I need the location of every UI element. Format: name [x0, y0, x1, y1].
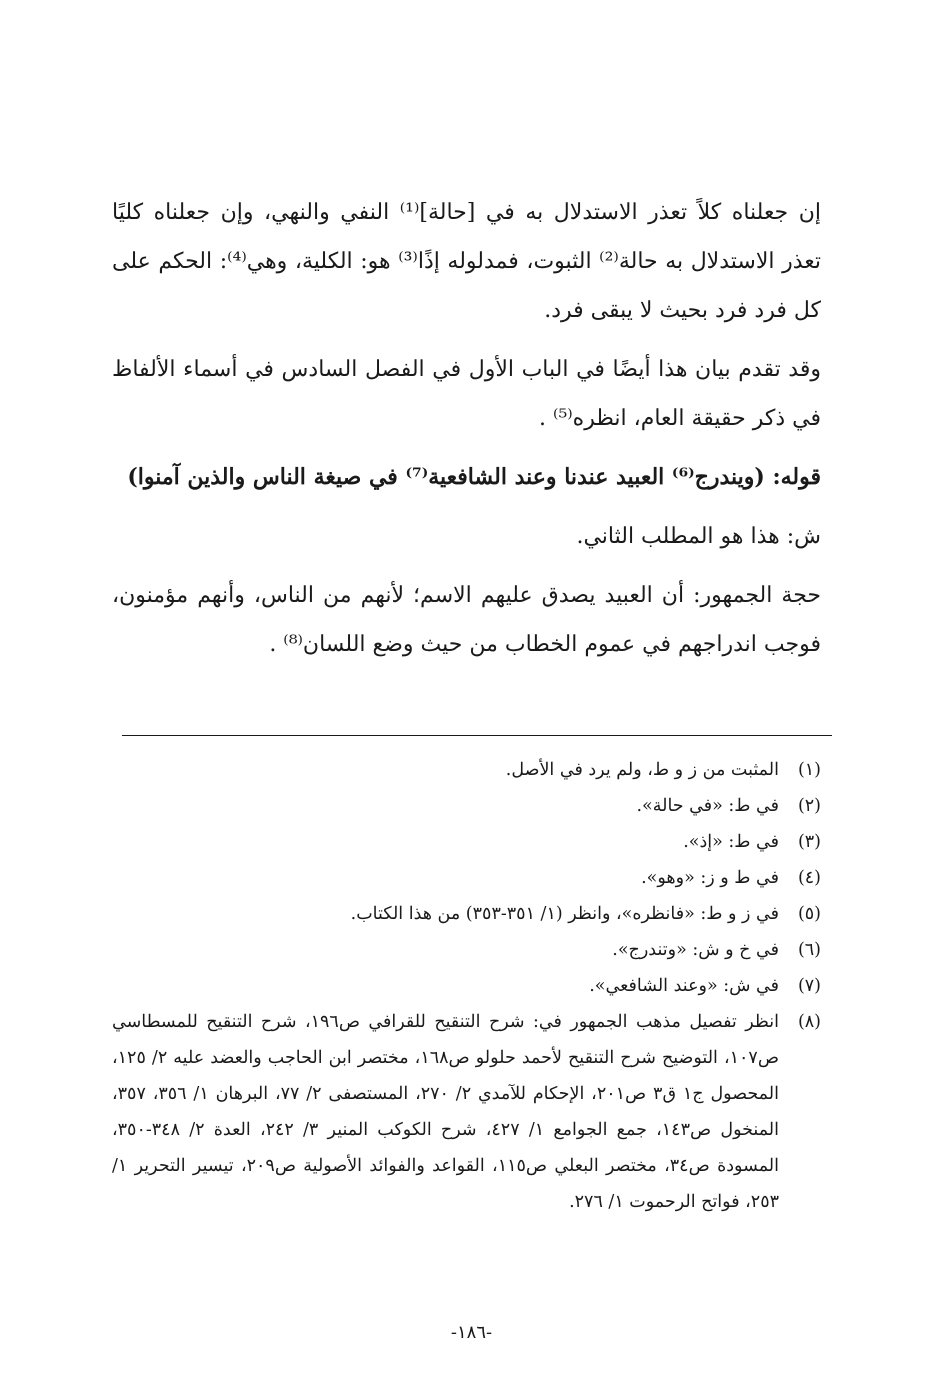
- footnote-text: في ط: «إذ».: [683, 832, 779, 852]
- footnote-2: [112, 788, 821, 824]
- footnote-number: (٤): [797, 868, 821, 888]
- footnote-text: المثبت من ز و ط، ولم يرد في الأصل.: [505, 760, 779, 780]
- main-text: [112, 188, 821, 679]
- footnote-7: [112, 968, 821, 1004]
- paragraph-2: وقد تقدم بيان هذا أيضًا في الباب الأول في الفصل السادس في أسماء الألفاظ في ذكر حقيقة العام، انظره⁽⁵⁾ .: [112, 357, 821, 431]
- footnote-text: في ش: «وعند الشافعي».: [589, 976, 779, 996]
- footnote-1: [112, 752, 821, 788]
- footnote-8: [112, 1004, 821, 1220]
- footnote-4: [112, 860, 821, 896]
- footnote-text: في ط: «في حالة».: [636, 796, 779, 816]
- footnote-text: في ط و ز: «وهو».: [641, 868, 779, 888]
- paragraph-quote: قوله: (ويندرج⁽⁶⁾ العبيد عندنا وعند الشافعية⁽⁷⁾ في صيغة الناس والذين آمنوا): [127, 464, 821, 490]
- paragraph-4: ش: هذا هو المطلب الثاني.: [576, 524, 821, 549]
- footnote-text: انظر تفصيل مذهب الجمهور في: شرح التنقيح للقرافي ص١٩٦، شرح التنقيح للمسطاسي ص١٠٧، التوضيح شرح التنقيح لأحمد حلولو ص١٦٨، مختصر ابن الحاجب والعضد عليه ٢/ ١٢٥، المحصول ج١ ق٣ ص٢٠١، الإحكام للآمدي ٢/ ٢٧٠، المستصفى ٢/ ٧٧، البرهان ١/ ٣٥٦، ٣٥٧، المنخول ص١٤٣، جمع الجوامع ١/ ٤٢٧، شرح الكوكب المنير ٣/ ٢٤٢، العدة ٢/ ٣٤٨-٣٥٠، المسودة ص٣٤، مختصر البعلي ص١١٥، القواعد والفوائد الأصولية ص٢٠٩، تيسير التحرير ١/ ٢٥٣، فواتح الرحموت ١/ ٢٧٦.: [112, 1012, 780, 1212]
- footnote-text: في ز و ط: «فانظره»، وانظر (١/ ٣٥١-٣٥٣) من هذا الكتاب.: [350, 904, 779, 924]
- footnote-number: (٨): [797, 1012, 821, 1032]
- footnote-number: (٢): [797, 796, 821, 816]
- footnote-number: (١): [797, 760, 821, 780]
- footnote-separator: [122, 735, 832, 736]
- footnote-number: (٦): [797, 940, 821, 960]
- footnote-6: [112, 932, 821, 968]
- footnote-number: (٥): [797, 904, 821, 924]
- footnote-text: في خ و ش: «وتندرج».: [612, 940, 779, 960]
- footnotes: [112, 752, 821, 1220]
- page-number: -١٨٦-: [450, 1322, 493, 1343]
- paragraph-1: إن جعلناه كلاً تعذر الاستدلال به في [حالة]⁽¹⁾ النفي والنهي، وإن جعلناه كليًا تعذر الاستدلال به حالة⁽²⁾ الثبوت، فمدلوله إذًا⁽³⁾ هو: الكلية، وهي⁽⁴⁾: الحكم على كل فرد فرد بحيث لا يبقى فرد.: [112, 200, 821, 323]
- footnote-3: [112, 824, 821, 860]
- footnote-5: [112, 896, 821, 932]
- footnote-number: (٧): [797, 976, 821, 996]
- paragraph-5: حجة الجمهور: أن العبيد يصدق عليهم الاسم؛ لأنهم من الناس، وأنهم مؤمنون، فوجب اندراجهم في عموم الخطاب من حيث وضع اللسان⁽⁸⁾ .: [112, 583, 821, 657]
- footnote-number: (٣): [797, 832, 821, 852]
